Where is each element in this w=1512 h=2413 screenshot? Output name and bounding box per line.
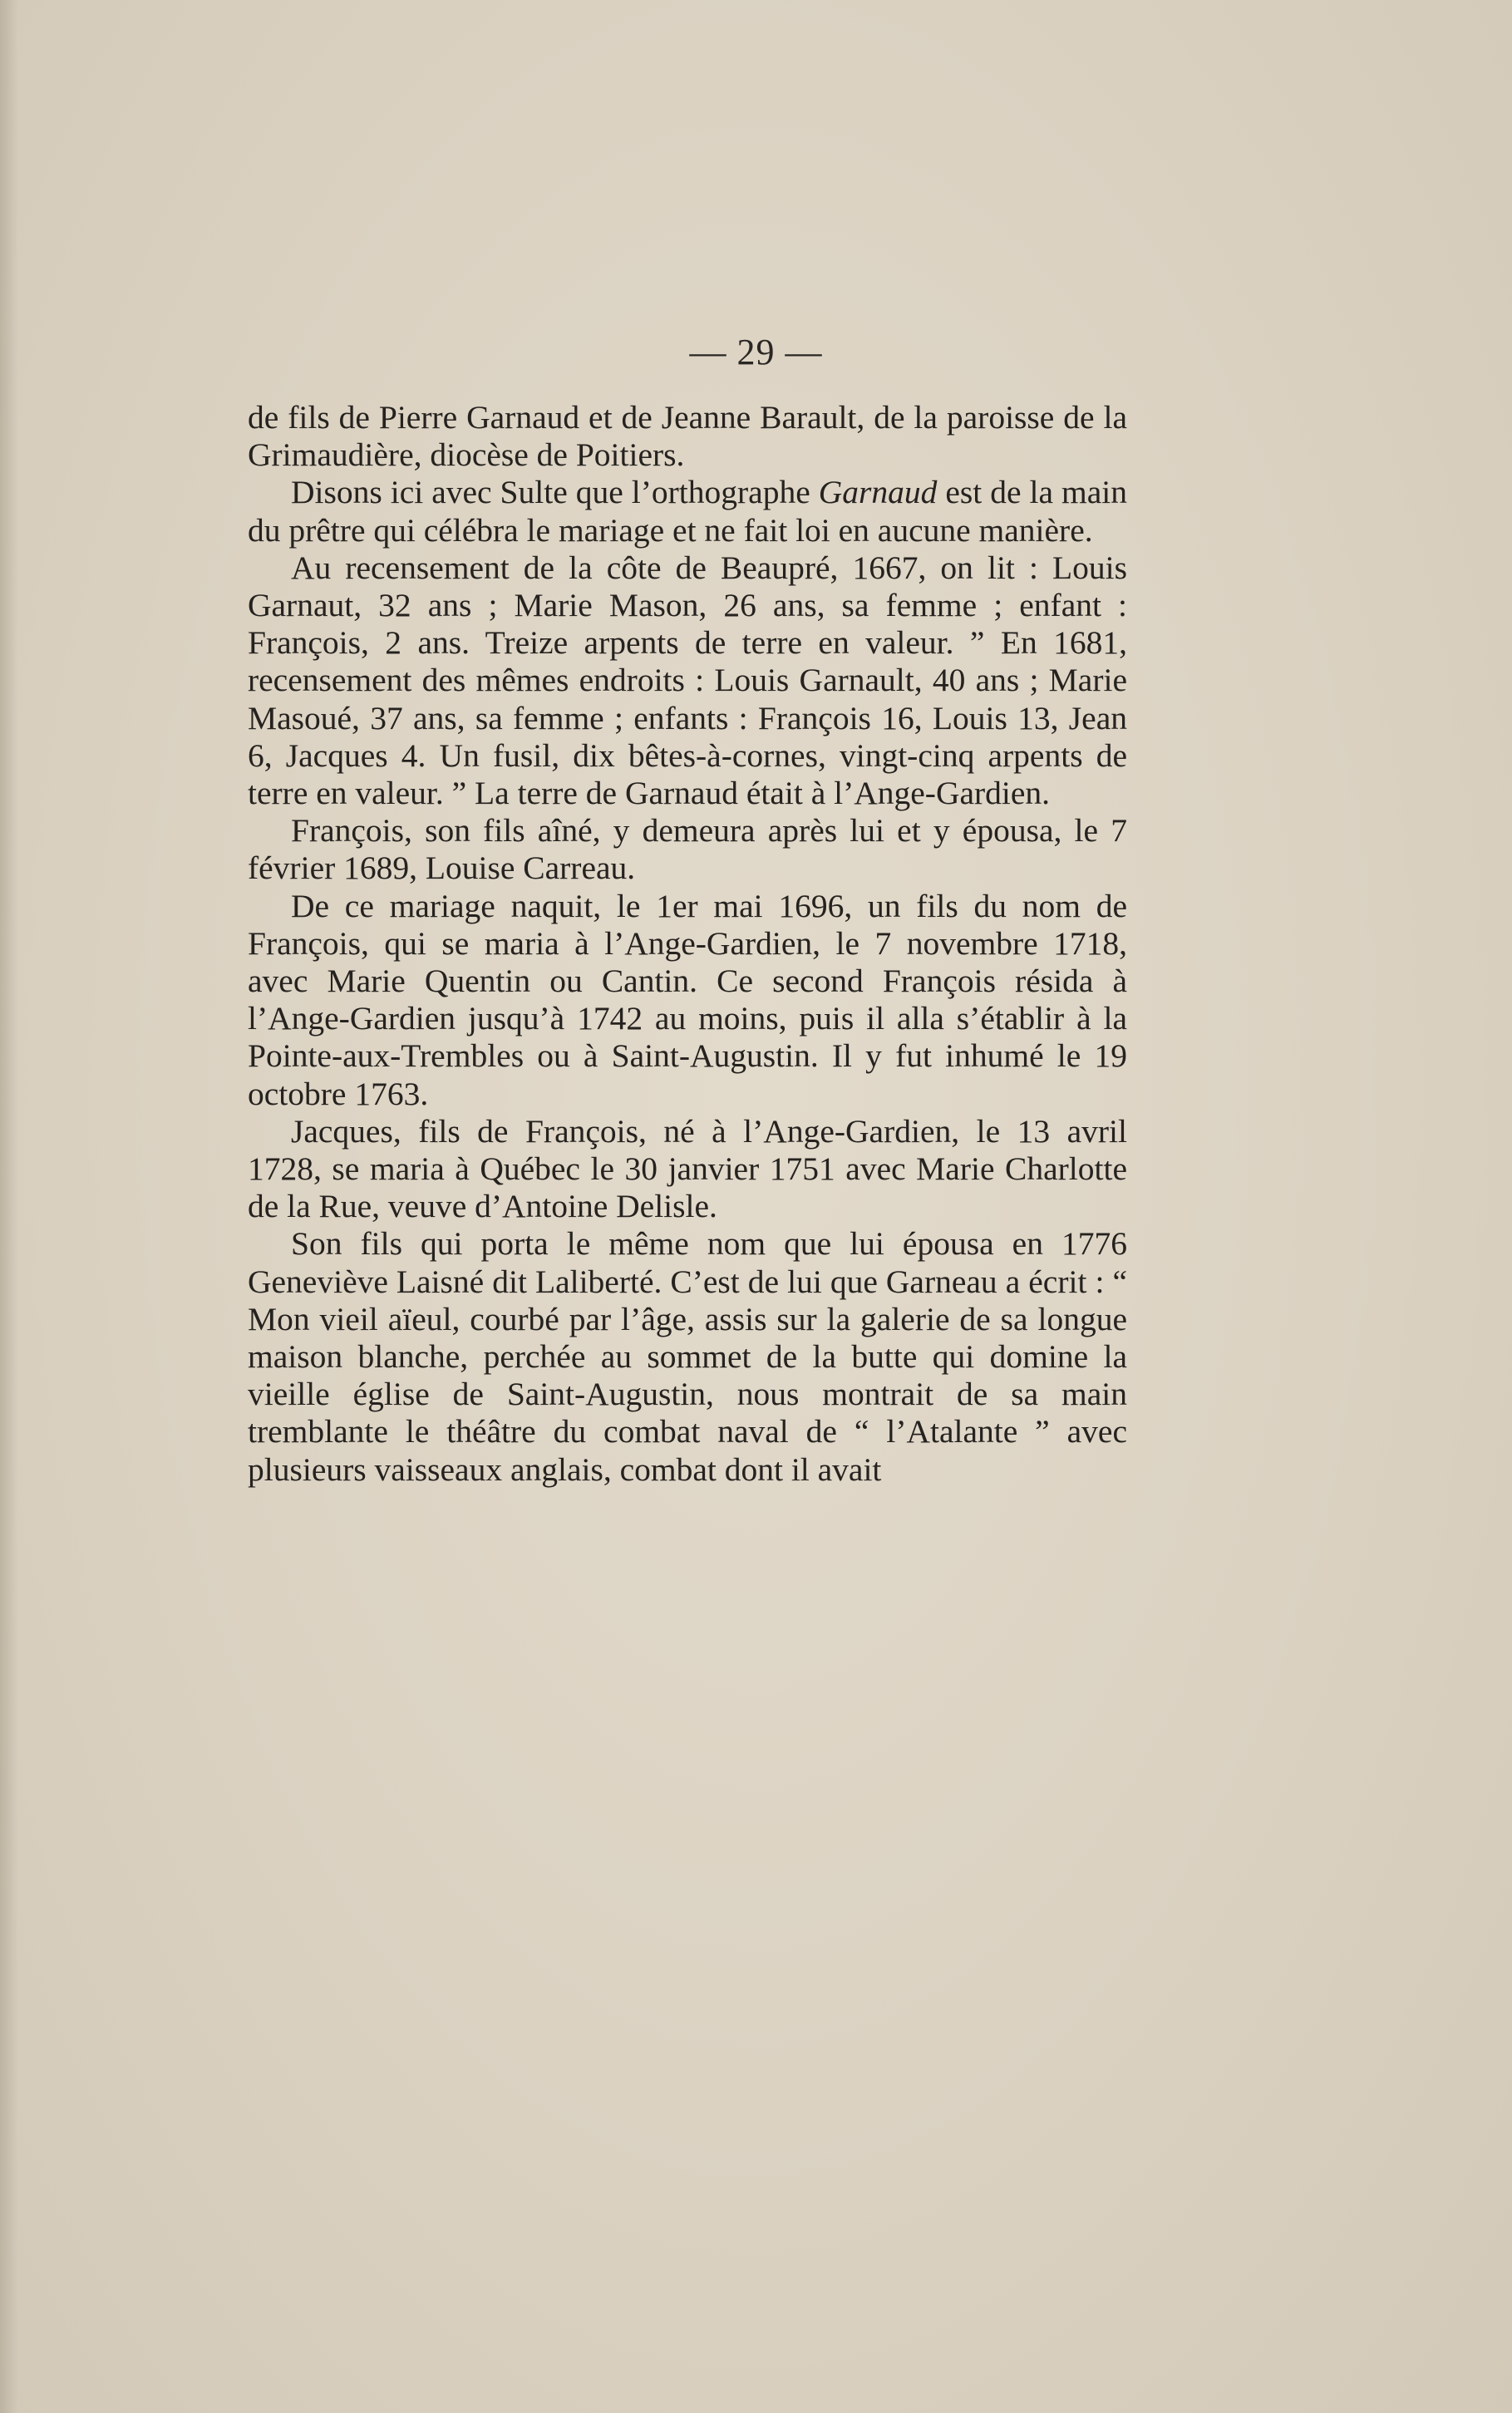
- paragraph-4: François, son fils aîné, y demeura après lui et y épousa, le 7 février 1689, Louise Carreau.: [248, 812, 1127, 887]
- paragraph-2: [248, 474, 1127, 549]
- paragraph-6: Jacques, fils de François, né à l’Ange-Gardien, le 13 avril 1728, se maria à Québec le 30 janvier 1751 avec Marie Charlotte de la Rue, veuve d’Antoine Delisle.: [248, 1112, 1127, 1225]
- body-text: [248, 399, 1127, 1489]
- paragraph-2-lead: Disons ici avec Sulte que l’orthographe: [291, 474, 819, 511]
- page-number: — 29 —: [689, 332, 823, 372]
- paragraph-1: de fils de Pierre Garnaud et de Jeanne Barault, de la paroisse de la Grimaudière, diocèse de Poitiers.: [248, 399, 1127, 474]
- italic-garnaud: Garnaud: [818, 474, 938, 511]
- paragraph-3: Au recensement de la côte de Beaupré, 1667, on lit : Louis Garnaut, 32 ans ; Marie Mason, 26 ans, sa femme ; enfant : François, 2 ans. Treize arpents de terre en valeur. ” En 1681, recensement des mêmes endroits : Louis Garnault, 40 ans ; Marie Masoué, 37 ans, sa femme ; enfants : François 16, Louis 13, Jean 6, Jacques 4. Un fusil, dix bêtes-à-cornes, vingt-cinq arpents de terre en valeur. ” La terre de Garnaud était à l’Ange-Gardien.: [248, 549, 1127, 812]
- paragraph-5: De ce mariage naquit, le 1er mai 1696, un fils du nom de François, qui se maria à l’Ange-Gardien, le 7 novembre 1718, avec Marie Quentin ou Cantin. Ce second François résida à l’Ange-Gardien jusqu’à 1742 au moins, puis il alla s’établir à la Pointe-aux-Trembles ou à Saint-Augustin. Il y fut inhumé le 19 octobre 1763.: [248, 887, 1127, 1112]
- paragraph-7: Son fils qui porta le même nom que lui épousa en 1776 Geneviève Laisné dit Laliberté. C’est de lui que Garneau a écrit : “ Mon vieil aïeul, courbé par l’âge, assis sur la galerie de sa longue maison blanche, perchée au sommet de la butte qui domine la vieille église de Saint-Augustin, nous montrait de sa main tremblante le théâtre du combat naval de “ l’Atalante ” avec plusieurs vaisseaux anglais, combat dont il avait: [248, 1225, 1127, 1488]
- paragraph-2-rest: est de la main du prêtre qui célébra le mariage et ne fait loi en aucune manière.: [248, 474, 1128, 549]
